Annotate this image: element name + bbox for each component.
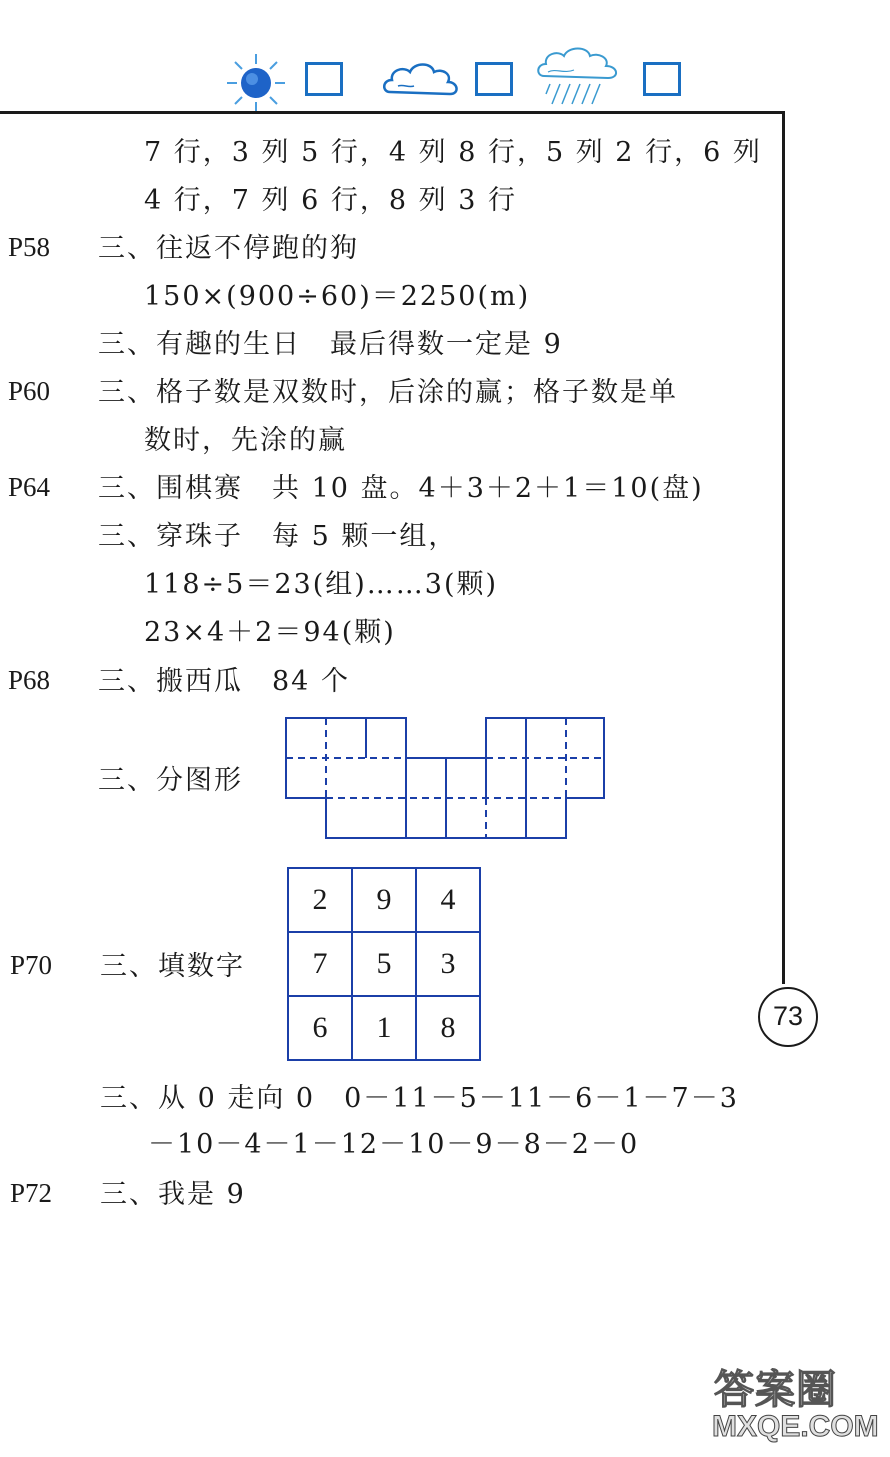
page-ref-p72: P72 [10, 1178, 53, 1208]
answer-line-10: 118÷5＝23(组)……3(颗) [144, 569, 499, 600]
answer-line-5: 三、有趣的生日 最后得数一定是 9 [98, 329, 563, 360]
magic-square-cell: 8 [416, 996, 480, 1060]
answer-line-14: 三、填数字 [100, 951, 245, 982]
answer-line-7: 数时，先涂的赢 [144, 425, 347, 456]
answer-line-3: 三、往返不停跑的狗 [98, 233, 359, 264]
page-ref-p70: P70 [10, 950, 53, 980]
magic-square-cell: 1 [352, 996, 416, 1060]
watermark-title: 答案圈 [714, 1368, 837, 1412]
cloud-icon [380, 56, 462, 102]
answer-line-17: 三、我是 9 [100, 1179, 246, 1210]
answer-line-13: 三、分图形 [98, 765, 243, 796]
weather-checkbox-sun[interactable] [305, 62, 343, 96]
frame-top-border [0, 111, 784, 114]
magic-square-cell: 5 [352, 932, 416, 996]
page-ref-p58: P58 [8, 232, 51, 262]
weather-checkbox-rain[interactable] [643, 62, 681, 96]
sun-icon [225, 52, 287, 114]
answer-line-12: 三、搬西瓜 84 个 [98, 666, 350, 697]
page-ref-p64: P64 [8, 472, 51, 502]
answer-line-15: 三、从 0 走向 0 0－11－5－11－6－1－7－3 [100, 1083, 739, 1114]
answer-line-4: 150×(900÷60)＝2250(m) [144, 281, 531, 312]
magic-square-cell: 7 [288, 932, 352, 996]
page-number: 73 [758, 987, 818, 1047]
magic-square-cell: 9 [352, 868, 416, 932]
magic-square-cell: 3 [416, 932, 480, 996]
magic-square-grid [287, 867, 481, 1061]
answer-line-16: －10－4－1－12－10－9－8－2－0 [148, 1129, 640, 1160]
watermark-url: MXQE.COM [712, 1410, 879, 1443]
answer-line-1: 7 行，3 列 5 行，4 列 8 行，5 列 2 行，6 列 [144, 137, 762, 168]
magic-square-cell: 6 [288, 996, 352, 1060]
answer-line-6: 三、格子数是双数时，后涂的赢；格子数是单 [98, 377, 678, 408]
weather-checkbox-cloudy[interactable] [475, 62, 513, 96]
answer-line-11: 23×4＋2＝94(颗) [144, 617, 396, 648]
magic-square-cell: 4 [416, 868, 480, 932]
divided-shape-figure [284, 716, 608, 840]
answer-line-8: 三、围棋赛 共 10 盘。4＋3＋2＋1＝10(盘) [98, 473, 704, 504]
magic-square-cell: 2 [288, 868, 352, 932]
answer-line-2: 4 行，7 列 6 行，8 列 3 行 [144, 185, 517, 216]
rain-cloud-icon [534, 46, 626, 108]
watermark-logo [708, 1358, 886, 1450]
page-ref-p60: P60 [8, 376, 51, 406]
page-ref-p68: P68 [8, 665, 51, 695]
frame-right-border [782, 111, 785, 984]
answer-line-9: 三、穿珠子 每 5 颗一组， [98, 521, 458, 552]
